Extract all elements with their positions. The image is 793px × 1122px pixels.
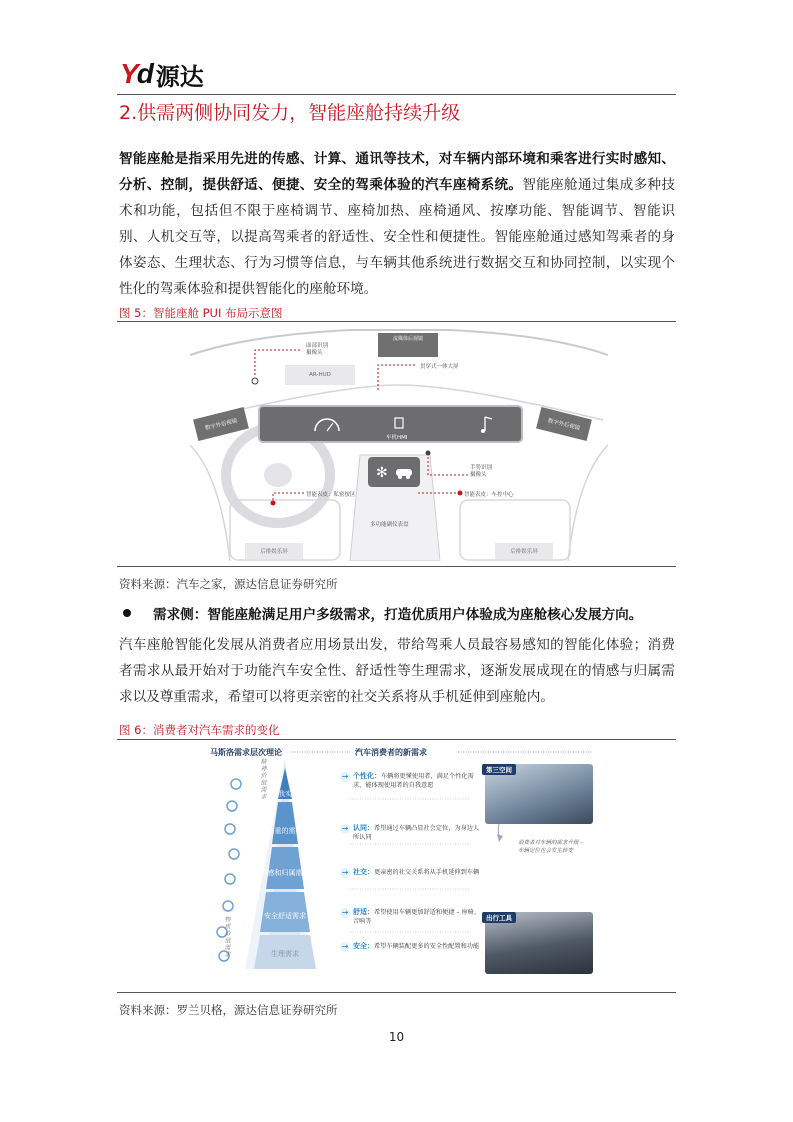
figure6-needs-diagram — [200, 744, 598, 978]
figure5-source: 资料来源：汽车之家，源达信息证券研究所 — [119, 577, 338, 591]
center-display — [258, 405, 523, 443]
need-item-safety: 安全：希望车辆装配更多的安全性配置和功能 — [353, 942, 480, 950]
arrow-icon: → — [341, 908, 349, 917]
demand-paragraph: 汽车座舱智能化发展从消费者应用场景出发，带给驾乘人员最容易感知的智能化体验；消费者需求从最开始对于功能汽车安全性、舒适性等生理需求，逐渐发展成现在的情感与归属需求以及尊重需求，希望可以将更亲密的社交关系将从手机延伸到座舱内。 — [119, 637, 675, 705]
arrow-icon: → — [341, 942, 349, 951]
arrow-icon: → — [341, 824, 349, 833]
upgrade-note: 消费者对车辆的需求升级 – 车辆定位也会发生转变 — [518, 840, 583, 854]
travel-tool-tag: 出行工具 — [482, 912, 516, 923]
fan-car-icons — [368, 457, 420, 487]
gesture-camera-label: 手势识别 摄像头 — [470, 465, 493, 478]
figure5-top-rule — [117, 321, 676, 322]
arrow-icon: → — [341, 868, 349, 877]
face-camera-label: 面部识别 摄像头 — [306, 343, 329, 356]
arrow-icon: → — [341, 772, 349, 781]
figure6-bottom-rule — [117, 992, 676, 993]
right-digital-mirror: 数字外后视镜 — [536, 407, 592, 441]
logo-latin: Yd — [120, 58, 152, 89]
pyramid-level-5: 生理需求 — [271, 950, 299, 958]
smart-surface-left-label: 智能表皮：私密按区 — [306, 492, 356, 498]
console-control-panel — [368, 457, 420, 487]
logo-cn: 源达 — [155, 62, 204, 91]
brand-logo — [120, 58, 204, 90]
maslow-title: 马斯洛需求层次理论 — [210, 748, 282, 757]
figure5-bottom-rule — [117, 566, 676, 567]
need-item-comfort: 舒适：希望使用车辆更加舒适和便捷 – 座椅、音响等 — [353, 908, 481, 925]
side-label-top: 精神价值需求 — [259, 758, 266, 800]
wearable-screen-label: 贯穿式一体大屏 — [420, 364, 459, 370]
new-needs-title: 汽车消费者的新需求 — [355, 748, 427, 757]
bullet-dot — [123, 609, 131, 617]
figure5-cockpit-diagram — [190, 325, 608, 561]
demand-bullet — [119, 603, 642, 623]
page-number: 10 — [388, 1030, 405, 1044]
multi-dashboard-label: 多功能副仪表盘 — [370, 522, 409, 528]
header-rule — [117, 94, 676, 95]
intro-paragraph — [119, 146, 675, 302]
pyramid-level-4: 安全舒适需求 — [264, 912, 306, 920]
ar-hud-box: AR-HUD — [285, 365, 355, 385]
intro-bold-lead: 智能座舱是指采用先进的传感、计算、通讯等技术，对车辆内部环境和乘客进行实时感知、分析、控制，提供舒适、便捷、安全的驾乘体验的汽车座椅系统。 — [119, 151, 675, 193]
need-item-recognition: 认同：希望通过车辆凸显社会定位，为身边人所认同 — [353, 824, 480, 841]
figure6-top-rule — [117, 739, 676, 740]
smart-surface-right-label: 智能表皮：车控中心 — [464, 492, 514, 498]
third-space-tag: 第三空间 — [482, 764, 516, 775]
left-digital-mirror: 数字外后视镜 — [193, 407, 249, 441]
rear-screen-left: 后排娱乐屏 — [245, 543, 303, 559]
pyramid-level-2: 尊重的需要 — [267, 827, 303, 835]
demand-bullet-text: 需求侧：智能座舱满足用户多级需求，打造优质用户体验成为座舱核心发展方向。 — [153, 607, 643, 623]
section-title: 2.供需两侧协同发力，智能座舱持续升级 — [119, 102, 461, 124]
streaming-rearview-box: 流媒体后视镜 — [378, 333, 438, 357]
side-label-bottom: 物质价值需求 — [223, 916, 230, 958]
need-item-personalization: 个性化：车辆将更懂使用者，满足个性化需求，能体现使用者的自我意愿 — [353, 772, 474, 789]
figure6-source: 资料来源：罗兰贝格，源达信息证券研究所 — [119, 1003, 338, 1017]
figure6-caption: 图 6：消费者对汽车需求的变化 — [119, 723, 280, 737]
rear-screen-right: 后排娱乐屏 — [495, 543, 553, 559]
intro-body: 智能座舱通过集成多种技术和功能，包括但不限于座椅调节、座椅加热、座椅通风、按摩功能、智能调节、智能识别、人机交互等，以提高驾乘者的舒适性、安全性和便捷性。智能座舱通过感知驾乘者的身体姿态、生理状态、行为习惯等信息，与车辆其他系统进行数据交互和协同控制，以实现个性化的驾乘体验和提供智能化的座舱环境。 — [119, 177, 675, 297]
svg-text:✻: ✻ — [376, 465, 388, 481]
need-item-social: 社交：更亲密的社交关系将从手机延伸到车辆 — [353, 868, 480, 876]
hmi-label: 车机HMI — [386, 435, 408, 441]
figure5-caption: 图 5：智能座舱 PUI 布局示意图 — [119, 306, 283, 320]
pyramid-level-3: 情感和归属需求 — [260, 869, 310, 877]
pyramid-level-1: 自我实现 — [271, 790, 299, 798]
